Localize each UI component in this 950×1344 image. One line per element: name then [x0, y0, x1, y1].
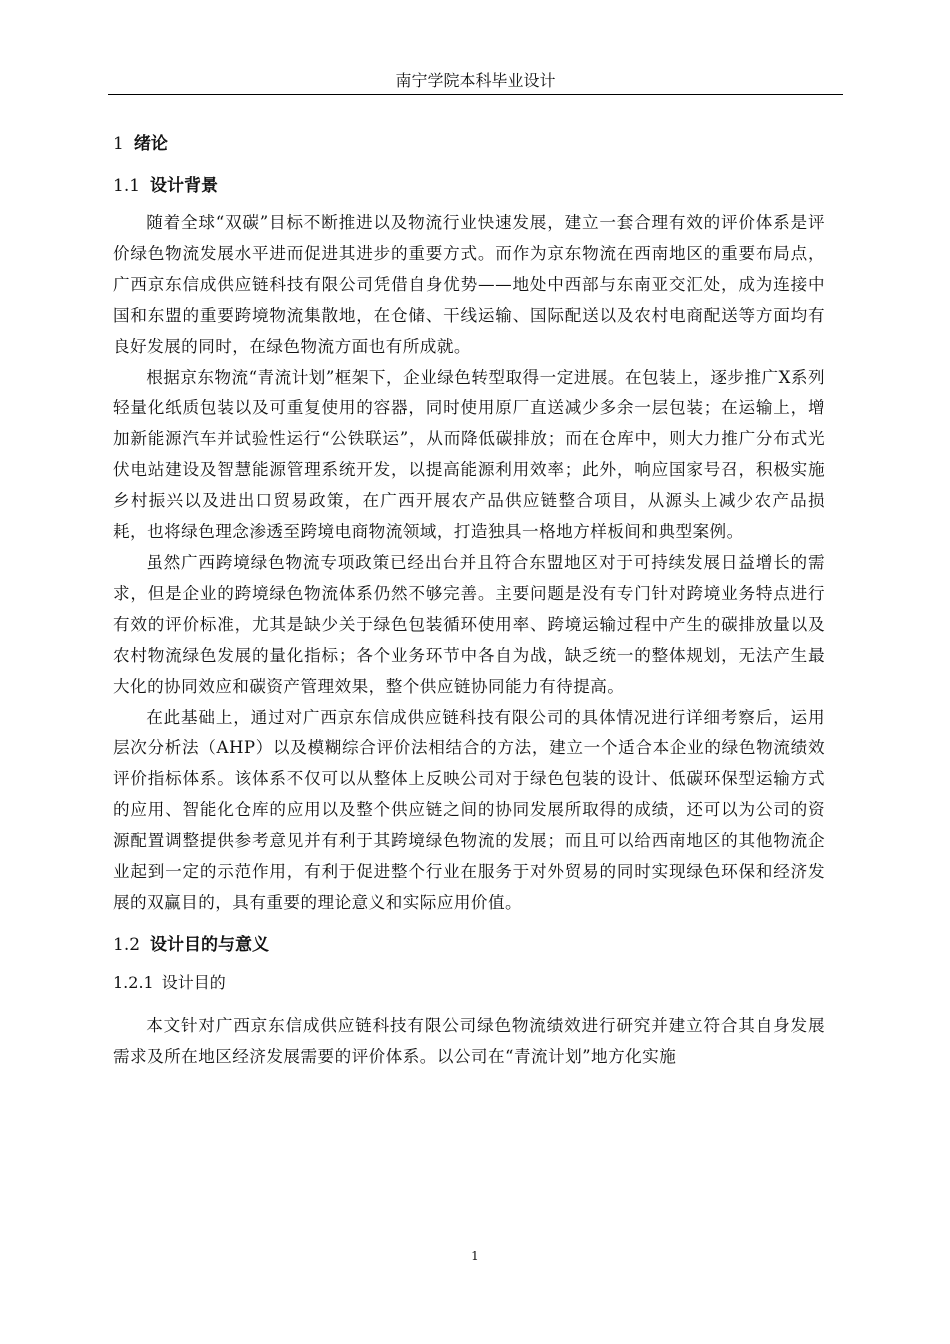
section-heading-1-2: [113, 929, 825, 961]
section-number: 1.2.1: [113, 972, 154, 992]
section-heading-1-2-1: [113, 967, 825, 999]
section-number: 1.2: [113, 934, 141, 955]
paragraph: 根据京东物流“青流计划”框架下，企业绿色转型取得一定进展。在包装上，逐步推广X系列轻量化纸质包装以及可重复使用的容器，同时使用原厂直送减少多余一层包装；在运输上，增加新能源汽车并试验性运行“公铁联运”，从而降低碳排放；而在仓库中，则大力推广分布式光伏电站建设及智慧能源管理系统开发，以提高能源利用效率；此外，响应国家号召，积极实施乡村振兴以及进出口贸易政策，在广西开展农产品供应链整合项目，从源头上减少农产品损耗，也将绿色理念渗透至跨境电商物流领域，打造独具一格地方样板间和典型案例。: [113, 367, 825, 542]
paragraph: 随着全球“双碳”目标不断推进以及物流行业快速发展，建立一套合理有效的评价体系是评价绿色物流发展水平进而促进其进步的重要方式。而作为京东物流在西南地区的重要布局点，广西京东信成供应链科技有限公司凭借自身优势——地处中西部与东南亚交汇处，成为连接中国和东盟的重要跨境物流集散地，在仓储、干线运输、国际配送以及农村电商配送等方面均有良好发展的同时，在绿色物流方面也有所成就。: [113, 213, 825, 356]
paragraph: 虽然广西跨境绿色物流专项政策已经出台并且符合东盟地区对于可持续发展日益增长的需求，但是企业的跨境绿色物流体系仍然不够完善。主要问题是没有专门针对跨境业务特点进行有效的评价标准，尤其是缺少关于绿色包装循环使用率、跨境运输过程中产生的碳排放量以及农村物流绿色发展的量化指标；各个业务环节中各自为战，缺乏统一的整体规划，无法产生最大化的协同效应和碳资产管理效果，整个供应链协同能力有待提高。: [113, 552, 825, 696]
section-title: 设计目的: [161, 972, 226, 992]
section-title: 绪论: [133, 134, 168, 154]
section-heading-1-1: [113, 170, 825, 202]
page-body: [113, 128, 825, 1073]
section-number: 1: [113, 134, 124, 154]
paragraph: 本文针对广西京东信成供应链科技有限公司绿色物流绩效进行研究并建立符合其自身发展需求及所在地区经济发展需要的评价体系。以公司在“青流计划”地方化实施: [113, 1015, 825, 1066]
section-title: 设计目的与意义: [150, 934, 270, 955]
running-header: 南宁学院本科毕业设计: [395, 71, 556, 90]
section-heading-1: [113, 128, 825, 162]
page-number: 1: [471, 1249, 479, 1263]
header-divider: [108, 94, 843, 95]
section-title: 设计背景: [150, 176, 219, 196]
section-number: 1.1: [113, 176, 141, 196]
paragraph: 在此基础上，通过对广西京东信成供应链科技有限公司的具体情况进行详细考察后，运用层次分析法（AHP）以及模糊综合评价法相结合的方法，建立一个适合本企业的绿色物流绩效评价指标体系。该体系不仅可以从整体上反映公司对于绿色包装的设计、低碳环保型运输方式的应用、智能化仓库的应用以及整个供应链之间的协同发展所取得的成绩，还可以为公司的资源配置调整提供参考意见并有利于其跨境绿色物流的发展；而且可以给西南地区的其他物流企业起到一定的示范作用，有利于促进整个行业在服务于对外贸易的同时实现绿色环保和经济发展的双赢目的，具有重要的理论意义和实际应用价值。: [113, 707, 825, 912]
